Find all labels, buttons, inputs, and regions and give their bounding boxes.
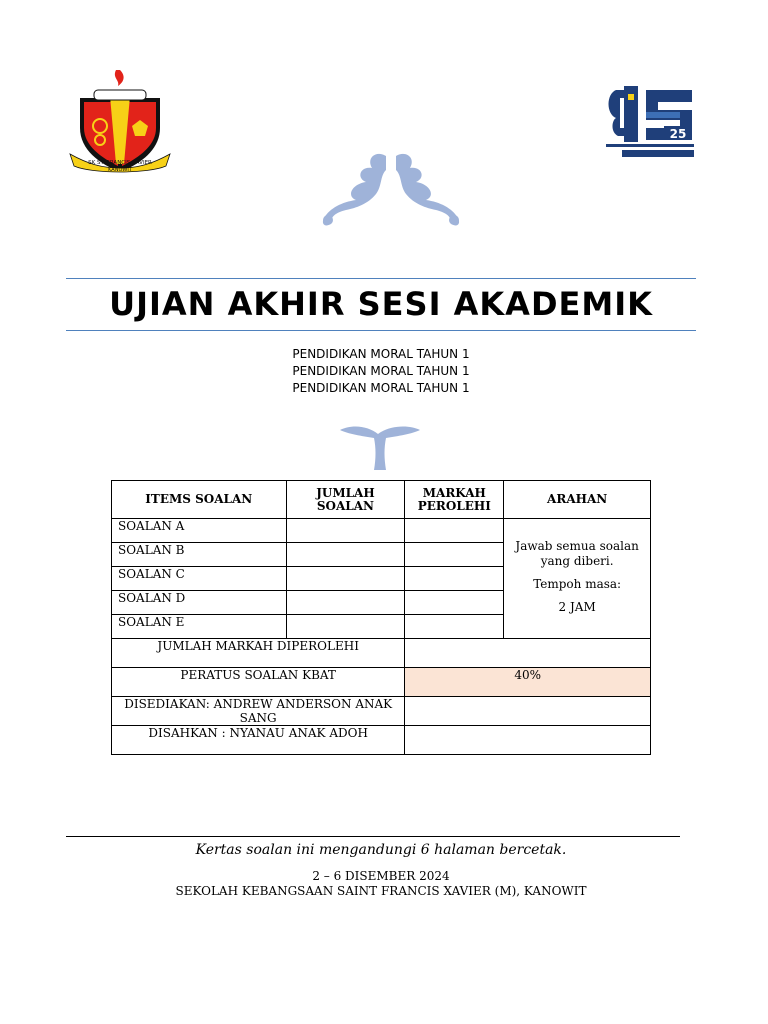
floral-ornament-icon — [316, 148, 466, 230]
markah-cell — [405, 543, 504, 567]
summary-label: PERATUS SOALAN KBAT — [112, 668, 405, 697]
marks-table — [111, 480, 651, 755]
jumlah-cell — [286, 615, 405, 639]
summary-row-approved-by — [112, 726, 651, 755]
subject-line: PENDIDIKAN MORAL TAHUN 1 — [292, 347, 470, 361]
page-count-note: Kertas soalan ini mengandungi 6 halaman bercetak. — [195, 842, 567, 858]
summary-value — [405, 639, 651, 668]
item-cell: SOALAN E — [112, 615, 287, 639]
summary-label: DISAHKAN : NYANAU ANAK ADOH — [112, 726, 405, 755]
summary-value — [405, 697, 651, 726]
transformation-program-logo — [602, 80, 698, 160]
markah-cell — [405, 519, 504, 543]
program-number-text: 25 — [669, 127, 687, 141]
exam-date: 2 – 6 DISEMBER 2024 — [312, 869, 450, 883]
leaf-ornament-icon — [338, 420, 422, 472]
header-items-soalan: ITEMS SOALAN — [112, 481, 287, 519]
table-row — [112, 519, 651, 543]
subject-line: PENDIDIKAN MORAL TAHUN 1 — [292, 381, 470, 395]
table-header-row — [112, 481, 651, 519]
header-jumlah-soalan: JUMLAH SOALAN — [286, 481, 405, 519]
summary-row-kbat — [112, 668, 651, 697]
jumlah-cell — [286, 591, 405, 615]
subject-line: PENDIDIKAN MORAL TAHUN 1 — [292, 364, 470, 378]
subject-list — [66, 346, 696, 397]
school-name: SEKOLAH KEBANGSAAN SAINT FRANCIS XAVIER (M), KANOWIT — [175, 884, 587, 898]
summary-label: JUMLAH MARKAH DIPEROLEHI — [112, 639, 405, 668]
footer-rule — [66, 836, 680, 837]
item-cell: SOALAN C — [112, 567, 287, 591]
summary-row-prepared-by — [112, 697, 651, 726]
arahan-instruction: Jawab semua soalan yang diberi. — [515, 538, 639, 568]
arahan-time-label: Tempoh masa: — [533, 576, 622, 591]
item-cell: SOALAN A — [112, 519, 287, 543]
item-cell: SOALAN D — [112, 591, 287, 615]
crest-place-text: KANOWIT — [108, 167, 132, 173]
title-rule-top — [66, 278, 696, 279]
page-title: UJIAN AKHIR SESI AKADEMIK — [109, 285, 653, 323]
footer-info — [66, 869, 696, 899]
arahan-time-value: 2 JAM — [558, 599, 596, 614]
markah-cell — [405, 615, 504, 639]
markah-cell — [405, 567, 504, 591]
jumlah-cell — [286, 543, 405, 567]
kbat-percent-value: 40% — [405, 668, 651, 697]
header-markah-perolehi: MARKAH PEROLEHI — [405, 481, 504, 519]
jumlah-cell — [286, 567, 405, 591]
school-crest-logo — [68, 68, 172, 176]
crest-banner-text: SK ST. FRANCIS XAVIER — [88, 160, 152, 166]
jumlah-cell — [286, 519, 405, 543]
arahan-cell — [504, 519, 651, 639]
item-cell: SOALAN B — [112, 543, 287, 567]
title-rule-bottom — [66, 330, 696, 331]
summary-value — [405, 726, 651, 755]
header-arahan: ARAHAN — [504, 481, 651, 519]
markah-cell — [405, 591, 504, 615]
summary-label: DISEDIAKAN: ANDREW ANDERSON ANAK SANG — [112, 697, 405, 726]
summary-row-total — [112, 639, 651, 668]
